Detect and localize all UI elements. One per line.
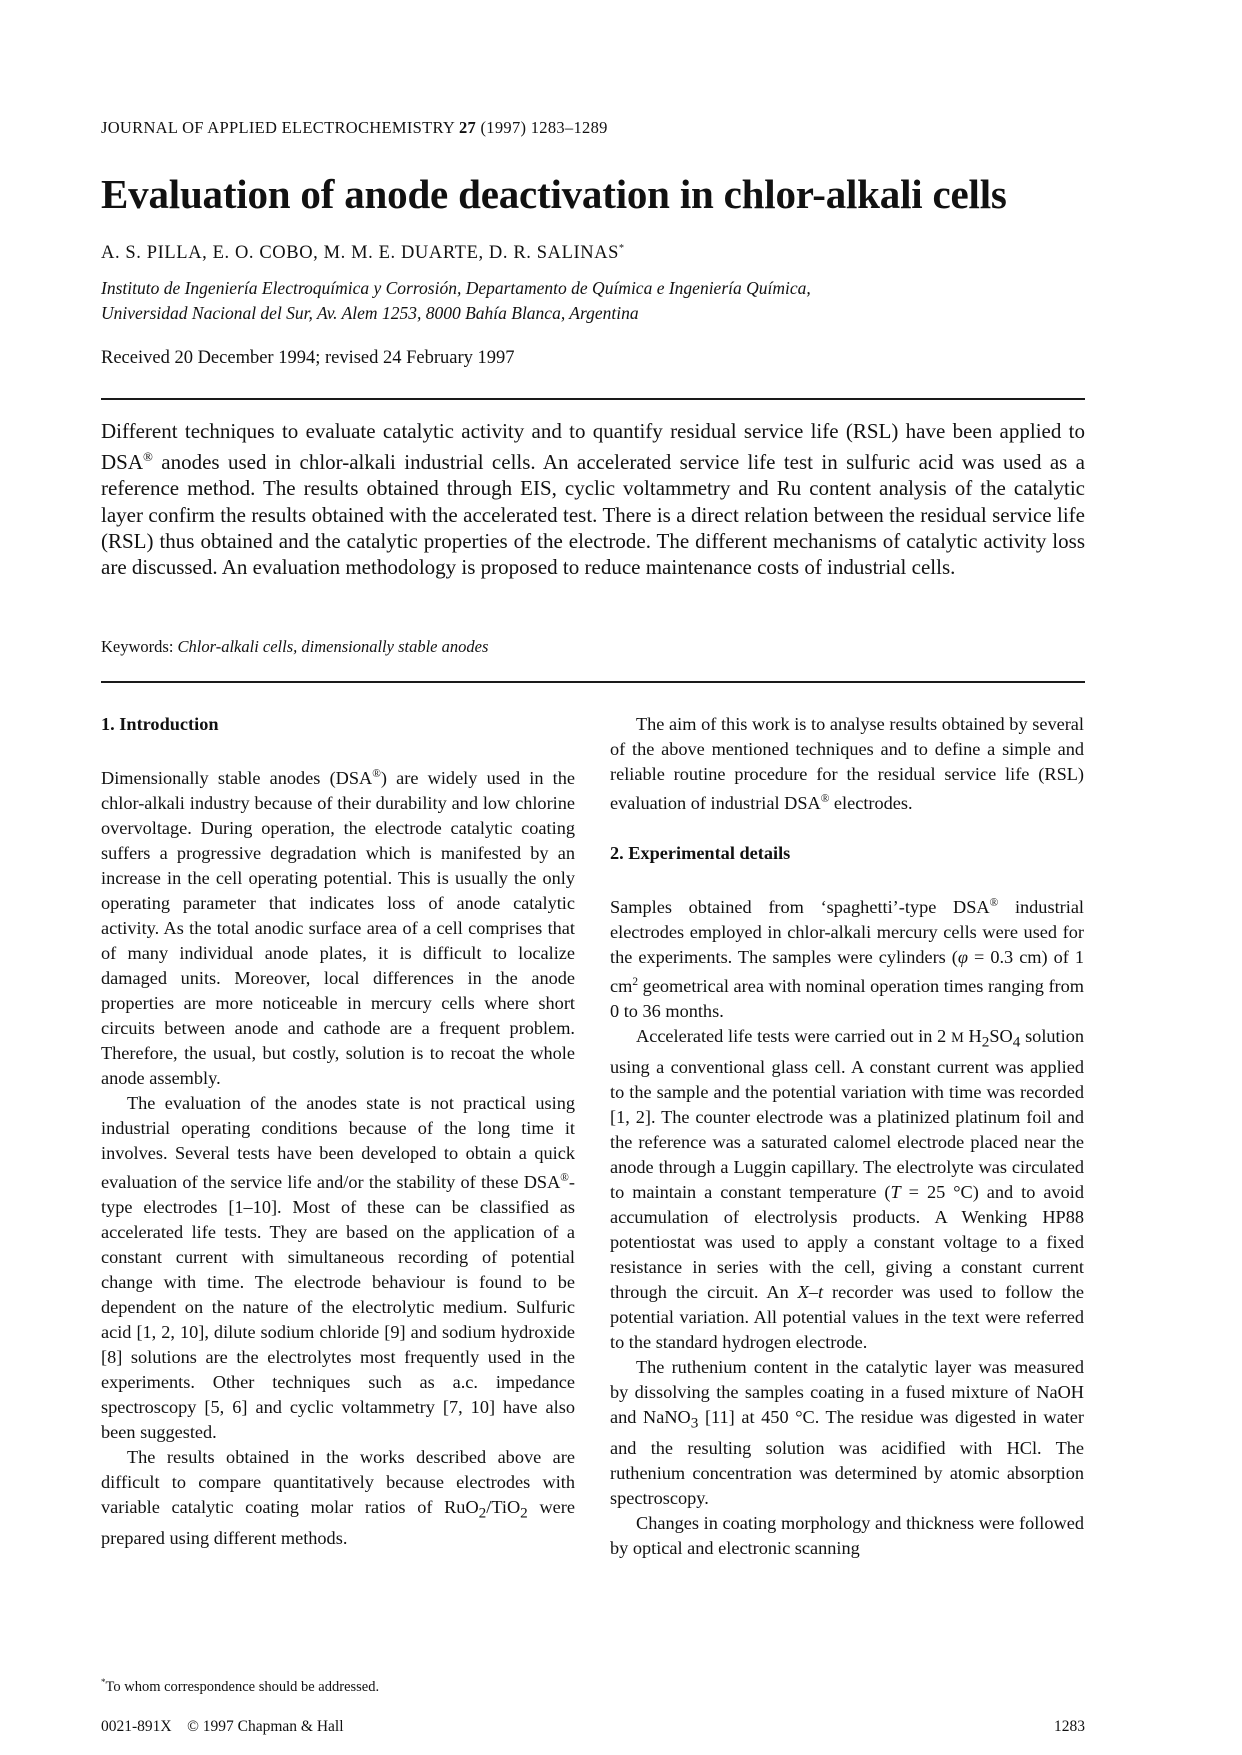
keywords [101,637,488,657]
intro-p1-text-b: ) are widely used in the chlor-alkali industry because of their durability and low chlorine overvoltage. During operation, the electrode catalytic coating suffers a progressive degradation which is manifested by an increase in the cell operating potential. This is usually the only operating parameter that indicates loss of anode catalytic activity. As the total anodic surface area of a cell comprises that of many individual anode plates, it is difficult to localize damaged units. Moreover, local differences in the anode properties are more noticeable in mercury cells where short circuits between anode and cathode are a frequent problem. Therefore, the usual, but costly, solution is to recoat the whole anode assembly. [101,768,576,1089]
subscript: 4 [1012,1033,1021,1051]
section-heading-experimental: 2. Experimental details [610,843,791,864]
intro-p3-text-a: The results obtained in the works described above are difficult to compare quantitatively because electrodes with variable catalytic coating molar ratios of RuO [101,1447,575,1518]
experimental-paragraph-1 [610,891,1084,1024]
exp-p2-text-b: H [963,1026,982,1047]
intro-p3-text-mid: /TiO [486,1497,521,1518]
intro-p2-text-a: The evaluation of the anodes state is not practical using industrial operating conditions because of the long time it involves. Several tests have been developed to obtain a quick evaluation of the service life and/or the stability of these DSA [101,1093,575,1193]
superscript: 2 [632,976,639,989]
affiliation [101,276,1101,326]
exp-p1-text-c: = 0.3 cm) of 1 cm [610,947,1084,997]
intro-paragraph-1 [101,762,575,1091]
experimental-paragraph-4: Changes in coating morphology and thickness were followed by optical and electronic scanning [610,1512,1084,1558]
top-divider [101,398,1085,400]
author-mark: * [619,243,625,254]
right-p1-text-a: The aim of this work is to analyse results obtained by several of the above mentioned techniques and to define a simple and reliable routine procedure for the residual service life (RSL) evaluation of industrial DSA [610,714,1084,814]
article-title: Evaluation of anode deactivation in chlor-alkali cells [101,171,1007,217]
affiliation-line-2: Universidad Nacional del Sur, Av. Alem 1253, 8000 Bahía Blanca, Argentina [101,303,639,323]
subscript: 2 [478,1504,487,1522]
phi-symbol: φ [957,947,969,968]
footnote-text: To whom correspondence should be addressed. [105,1678,380,1695]
keywords-value: Chlor-alkali cells, dimensionally stable anodes [177,637,489,656]
subscript: 2 [981,1033,990,1051]
subscript: 2 [520,1504,528,1522]
abstract [101,418,1085,580]
journal-header [101,118,608,138]
registered-mark: ® [372,768,381,780]
abstract-part-1: Different techniques to evaluate catalytic activity and to quantify residual service life (RSL) have been applied to DSA [101,419,1085,475]
keywords-label: Keywords: [101,637,174,656]
temperature-variable: T [890,1181,901,1202]
registered-mark: ® [989,897,999,910]
registered-mark: ® [820,793,830,805]
intro-p3-text-b: were prepared using different methods. [101,1497,575,1548]
received-dates: Received 20 December 1994; revised 24 February 1997 [101,348,515,368]
page-number: 1283 [1054,1718,1085,1735]
experimental-paragraph-3 [610,1355,1084,1511]
exp-p3-text-b: [11] at 450 °C. The residue was digested in water and the resulting solution was acidified with HCl. The ruthenium concentration was determined by atomic absorption spectroscopy. [610,1406,1084,1508]
exp-p2-text-f: recorder was used to follow the potential variation. All potential values in the text were referred to the standard hydrogen electrode. [610,1281,1084,1352]
author-list [101,243,625,264]
abstract-divider [101,681,1085,683]
footnote [101,1677,379,1696]
right-p1-text-b: electrodes. [829,793,913,814]
exp-p2-text-d: solution using a conventional glass cell. A constant current was applied to the sample and the potential variation with time was recorded [1, 2]. The counter electrode was a platinized platinum foil and the reference was a saturated calomel electrode placed near the anode through a Luggin capillary. The electrolyte was circulated to maintain a constant temperature ( [610,1026,1084,1202]
copyright: © 1997 Chapman & Hall [187,1718,344,1735]
abstract-part-2: anodes used in chlor-alkali industrial cells. An accelerated service life test in sulfuric acid was used as a reference method. The results obtained through EIS, cyclic voltammetry and Ru content analysis of the catalytic layer confirm the results obtained with the accelerated test. There is a direct relation between the residual service life (RSL) thus obtained and the catalytic properties of the electrode. The different mechanisms of catalytic activity loss are discussed. An evaluation methodology is proposed to reduce maintenance costs of industrial cells. [101,450,1085,580]
intro-p1-text-a: Dimensionally stable anodes (DSA [101,768,373,789]
journal-name: JOURNAL OF APPLIED ELECTROCHEMISTRY [101,118,455,137]
exp-p1-text-a: Samples obtained from ‘spaghetti’-type DSA [610,897,990,918]
exp-p1-text-b: industrial electrodes employed in chlor-alkali mercury cells were used for the experiments. The samples were cylinders ( [610,897,1085,968]
exp-p2-text-a: Accelerated life tests were carried out in 2 [636,1026,952,1047]
issn: 0021-891X [101,1718,172,1735]
exp-p2-text-c: SO [989,1026,1013,1047]
journal-volume: 27 [458,118,477,137]
footnote-mark: * [101,1677,106,1687]
experimental-paragraph-2 [610,1024,1084,1355]
journal-year-pages: (1997) 1283–1289 [480,118,608,137]
subscript: 3 [690,1414,699,1432]
molar-unit: M [951,1030,964,1047]
exp-p2-text-e: = 25 °C) and to avoid accumulation of electrolysis products. A Wenking HP88 potentiostat was used to apply a constant voltage to a fixed resistance in series with the cell, giving a constant current through the circuit. An [610,1181,1084,1302]
registered-mark: ® [560,1172,569,1185]
authors-text: A. S. PILLA, E. O. COBO, M. M. E. DUARTE, D. R. SALINAS [101,243,620,264]
left-column [101,712,575,1551]
exp-p1-text-d: geometrical area with nominal operation times ranging from 0 to 36 months. [610,976,1084,1022]
right-column [610,712,1084,1561]
right-paragraph-1 [610,712,1084,816]
affiliation-line-1: Instituto de Ingeniería Electroquímica y Corrosión, Departamento de Química e Ingeniería Química, [101,278,811,298]
intro-paragraph-3 [101,1445,575,1551]
intro-p2-text-b: -type electrodes [1–10]. Most of these can be classified as accelerated life tests. They are based on the application of a constant current with simultaneous recording of potential change with time. The electrode behaviour is found to be dependent on the nature of the electrolytic medium. Sulfuric acid [1, 2, 10], dilute sodium chloride [9] and sodium hydroxide [8] solutions are the electrolytes most frequently used in the experiments. Other techniques such as a.c. impedance spectroscopy [5, 6] and cyclic voltammetry [7, 10] have also been suggested. [101,1172,575,1443]
footer-copyright [101,1718,344,1736]
section-heading-introduction: 1. Introduction [101,714,219,734]
xt-recorder-label: X–t [797,1281,824,1302]
registered-mark: ® [143,449,153,465]
intro-paragraph-2 [101,1091,575,1445]
exp-p3-text-a: The ruthenium content in the catalytic layer was measured by dissolving the samples coating in a fused mixture of NaOH and NaNO [610,1356,1084,1427]
spacer [610,816,1084,841]
